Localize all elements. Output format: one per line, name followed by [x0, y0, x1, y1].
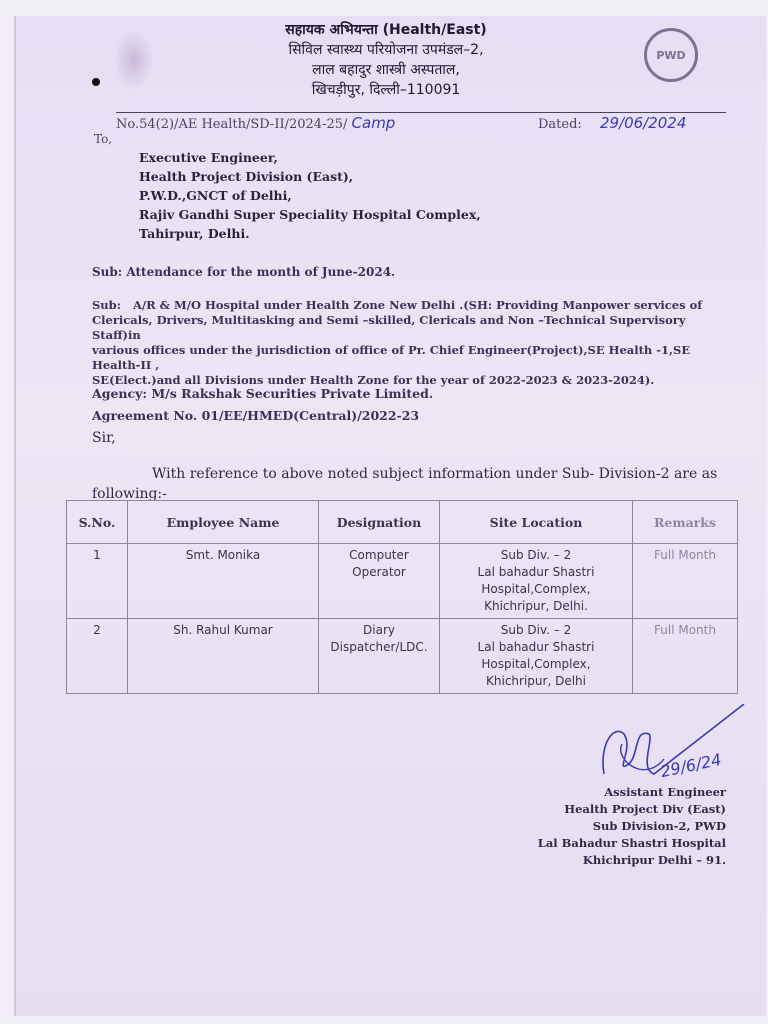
agreement-line: Agreement No. 01/EE/HMED(Central)/2022-23	[92, 408, 420, 423]
emblem-watermark-icon	[114, 30, 154, 90]
addressee-block	[139, 148, 481, 243]
location-line: Sub Div. – 2	[500, 623, 572, 637]
subject-contract	[92, 298, 732, 388]
subject-text: A/R & M/O Hospital under Health Zone New Delhi .(SH: Providing Manpower services of	[132, 298, 703, 312]
cell-designation	[319, 544, 440, 619]
to-label: To,	[94, 132, 113, 146]
cell-location	[440, 619, 633, 694]
reference-rule	[116, 112, 726, 113]
agency-line: Agency: M/s Rakshak Securities Private Limited.	[92, 386, 434, 401]
table-row	[67, 544, 738, 619]
attendance-table	[66, 500, 738, 694]
table-header-row	[67, 501, 738, 544]
cell-location	[440, 544, 633, 619]
signature-line: Lal Bahadur Shastri Hospital	[537, 836, 726, 850]
signature-block	[520, 784, 726, 869]
header-sno: S.No.	[67, 501, 128, 544]
addressee-line: Health Project Division (East),	[139, 169, 354, 184]
salutation: Sir,	[92, 430, 116, 446]
subject-contract-line	[92, 298, 732, 313]
body-line-1: With reference to above noted subject information under Sub- Division-2 are as	[152, 466, 718, 482]
body-line-2: following:-	[92, 486, 167, 502]
punch-mark	[92, 78, 100, 86]
letterhead-line-2: सिविल स्वास्थ्य परियोजना उपमंडल–2,	[288, 42, 484, 58]
addressee-line: Tahirpur, Delhi.	[139, 226, 250, 241]
header-employee-name: Employee Name	[128, 501, 319, 544]
letterhead	[206, 20, 566, 100]
designation-line: Dispatcher/LDC.	[330, 640, 428, 654]
letterhead-line-1: सहायक अभियन्ता (Health/East)	[285, 22, 487, 38]
header-remarks: Remarks	[633, 501, 738, 544]
signature-line: Health Project Div (East)	[564, 802, 726, 816]
header-designation: Designation	[319, 501, 440, 544]
location-line: Khichripur, Delhi	[486, 674, 586, 688]
designation-line: Computer	[349, 548, 409, 562]
signature-line: Khichripur Delhi – 91.	[582, 853, 726, 867]
designation-line: Diary	[363, 623, 395, 637]
location-line: Lal bahadur Shastri	[477, 640, 595, 654]
cell-name: Sh. Rahul Kumar	[128, 619, 319, 694]
reference-number-text: No.54(2)/AE Health/SD-II/2024-25/	[116, 117, 348, 132]
signature-line: Assistant Engineer	[604, 785, 726, 799]
addressee-line: P.W.D.,GNCT of Delhi,	[139, 188, 292, 203]
cell-remarks: Full Month	[633, 619, 738, 694]
dated-label: Dated:	[538, 117, 582, 132]
cell-sno: 1	[67, 544, 128, 619]
subject-contract-line: Clericals, Drivers, Multitasking and Semi –skilled, Clericals and Non –Technical Supervisory Staff)in	[92, 313, 686, 342]
location-line: Hospital,Complex,	[481, 657, 591, 671]
reference-date	[538, 114, 686, 132]
subject-attendance: Sub: Attendance for the month of June-2024.	[92, 265, 396, 279]
subject-contract-line: various offices under the jurisdiction of office of Pr. Chief Engineer(Project),SE Health -1,SE Health-II ,	[92, 343, 691, 372]
reference-handwritten: Camp	[351, 114, 396, 132]
subject-contract-line: SE(Elect.)and all Divisions under Health Zone for the year of 2022-2023 & 2023-2024).	[92, 373, 655, 387]
location-line: Khichripur, Delhi.	[484, 599, 588, 613]
signature-scribble-icon	[594, 704, 754, 794]
cell-sno: 2	[67, 619, 128, 694]
pwd-logo-icon: PWD	[644, 28, 698, 82]
cell-name: Smt. Monika	[128, 544, 319, 619]
location-line: Sub Div. – 2	[500, 548, 572, 562]
subject-label: Sub:	[92, 298, 121, 312]
letterhead-line-3: लाल बहादुर शास्त्री अस्पताल,	[312, 62, 460, 78]
reference-number	[116, 114, 395, 132]
location-line: Hospital,Complex,	[481, 582, 591, 596]
addressee-line: Executive Engineer,	[139, 150, 278, 165]
signature-line: Sub Division-2, PWD	[592, 819, 726, 833]
cell-designation	[319, 619, 440, 694]
table-row	[67, 619, 738, 694]
letterhead-line-4: खिचड़ीपुर, दिल्ली–110091	[311, 82, 461, 98]
designation-line: Operator	[352, 565, 406, 579]
dated-handwritten: 29/06/2024	[599, 114, 687, 132]
addressee-line: Rajiv Gandhi Super Speciality Hospital Complex,	[139, 207, 481, 222]
signature-date: 29/6/24	[658, 749, 723, 782]
location-line: Lal bahadur Shastri	[477, 565, 595, 579]
cell-remarks: Full Month	[633, 544, 738, 619]
header-site-location: Site Location	[440, 501, 633, 544]
